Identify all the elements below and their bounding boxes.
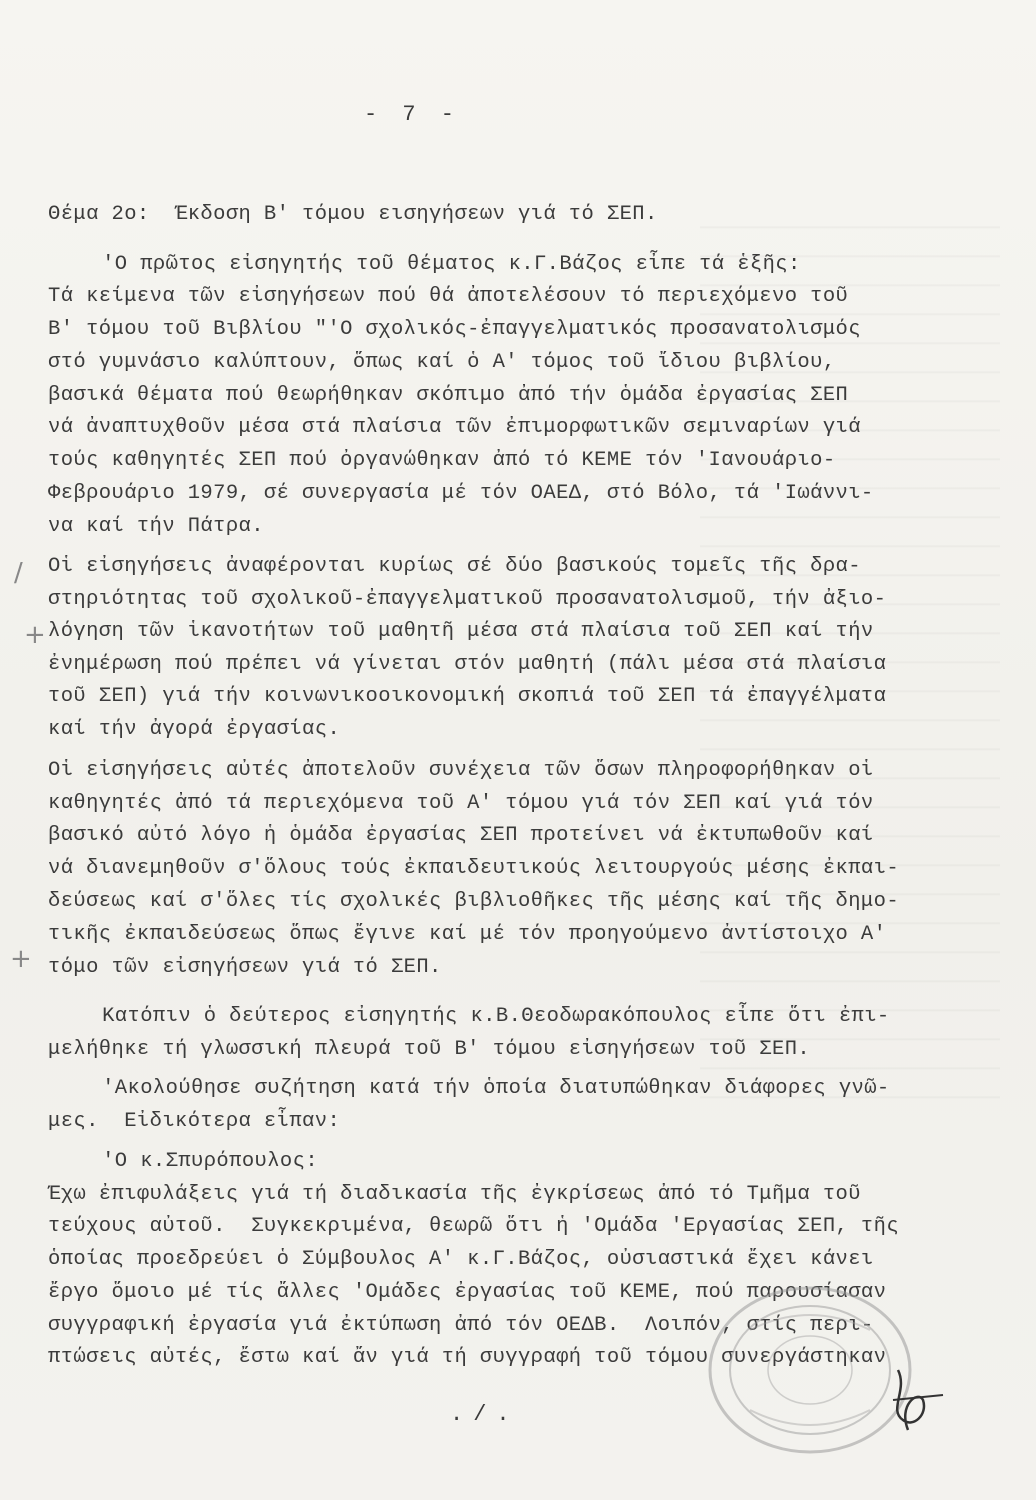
- text-line: Β' τόμου τοῦ Βιβλίου "'Ο σχολικός-ἐπαγγελματικός προσανατολισμός: [48, 318, 861, 341]
- text-line: καί τήν ἀγορά ἐργασίας.: [48, 718, 341, 741]
- handwritten-signature-icon: [868, 1360, 958, 1440]
- text-line: μελήθηκε τή γλωσσική πλευρά τοῦ Β' τόμου εἰσηγήσεων τοῦ ΣΕΠ.: [48, 1038, 811, 1061]
- text-line: στηριότητας τοῦ σχολικοῦ-ἐπαγγελματικοῦ προσανατολισμοῦ, τήν ἀξιο-: [48, 588, 887, 611]
- text-line: Οἱ εἰσηγήσεις ἀναφέρονται κυρίως σέ δύο βασικούς τομεῖς τῆς δρα-: [48, 555, 861, 578]
- text-line: τοῦ ΣΕΠ) γιά τήν κοινωνικοοικονομική σκοπιά τοῦ ΣΕΠ τά ἐπαγγέλματα: [48, 685, 887, 708]
- page-number: - 7 -: [364, 102, 461, 127]
- text-line: ἔργο ὅμοιο μέ τίς ἄλλες 'Ομάδες ἐργασίας τοῦ ΚΕΜΕ, πού παρουσίασαν: [48, 1281, 887, 1304]
- text-line: τόμο τῶν εἰσηγήσεων γιά τό ΣΕΠ.: [48, 956, 442, 979]
- margin-pencil-mark: +: [10, 944, 32, 974]
- text-line: στό γυμνάσιο καλύπτουν, ὅπως καί ὁ Α' τόμος τοῦ ἴδιου βιβλίου,: [48, 351, 836, 374]
- continuation-mark: ./.: [450, 1402, 520, 1427]
- text-line: νά ἀναπτυχθοῦν μέσα στά πλαίσια τῶν ἐπιμορφωτικῶν σεμιναρίων γιά: [48, 416, 861, 439]
- text-line: ὁποίας προεδρεύει ὁ Σύμβουλος Α' κ.Γ.Βάζος, οὐσιαστικά ἔχει κάνει: [48, 1248, 874, 1271]
- text-line: 'Ο κ.Σπυρόπουλος:: [64, 1150, 319, 1173]
- text-line: μες. Εἰδικότερα εἶπαν:: [48, 1110, 341, 1133]
- text-line: 'Ακολούθησε συζήτηση κατά τήν ὁποία διατυπώθηκαν διάφορες γνῶ-: [64, 1077, 890, 1100]
- text-line: ἐνημέρωση πού πρέπει νά γίνεται στόν μαθητή (πάλι μέσα στά πλαίσια: [48, 653, 887, 676]
- text-line: Έχω ἐπιφυλάξεις γιά τή διαδικασία τῆς ἐγκρίσεως ἀπό τό Τμῆμα τοῦ: [48, 1183, 861, 1206]
- text-line: βασικά θέματα πού θεωρήθηκαν σκόπιμο ἀπό τήν ὁμάδα ἐργασίας ΣΕΠ: [48, 384, 849, 407]
- text-line: δεύσεως καί σ'ὅλες τίς σχολικές βιβλιοθῆκες τῆς μέσης καί τῆς δημο-: [48, 890, 900, 913]
- text-line: συγγραφική ἐργασία γιά ἐκτύπωση ἀπό τόν ΟΕΔΒ. Λοιπόν, στίς περι-: [48, 1314, 874, 1337]
- text-line: να καί τήν Πάτρα.: [48, 515, 264, 538]
- text-line: 'Ο πρῶτος εἰσηγητής τοῦ θέματος κ.Γ.Βάζος εἶπε τά ἑξῆς:: [64, 253, 801, 276]
- text-line: τεύχους αὐτοῦ. Συγκεκριμένα, θεωρῶ ὅτι ἡ 'Ομάδα 'Εργασίας ΣΕΠ, τῆς: [48, 1215, 900, 1238]
- margin-pencil-mark: /: [14, 558, 23, 588]
- margin-pencil-mark: +: [24, 620, 46, 650]
- text-line: τικῆς ἐκπαιδεύσεως ὅπως ἔγινε καί μέ τόν προηγούμενο ἀντίστοιχο Α': [48, 923, 887, 946]
- text-line: νά διανεμηθοῦν σ'ὅλους τούς ἐκπαιδευτικούς λειτουργούς μέσης ἐκπαι-: [48, 857, 900, 880]
- text-line: τούς καθηγητές ΣΕΠ πού ὀργανώθηκαν ἀπό τό ΚΕΜΕ τόν 'Ιανουάριο-: [48, 449, 836, 472]
- text-line: Θέμα 2ο: Έκδοση Β' τόμου εισηγήσεων γιά τό ΣΕΠ.: [48, 203, 658, 226]
- text-line: Κατόπιν ὁ δεύτερος εἰσηγητής κ.Β.Θεοδωρακόπουλος εἶπε ὅτι ἐπι-: [64, 1005, 890, 1028]
- text-line: Φεβρουάριο 1979, σέ συνεργασία μέ τόν ΟΑΕΔ, στό Βόλο, τά 'Ιωάννι-: [48, 482, 874, 505]
- text-line: πτώσεις αὐτές, ἔστω καί ἄν γιά τή συγγραφή τοῦ τόμου συνεργάστηκαν: [48, 1346, 887, 1369]
- text-line: βασικό αὐτό λόγο ἡ ὁμάδα ἐργασίας ΣΕΠ προτείνει νά ἐκτυπωθοῦν καί: [48, 824, 874, 847]
- text-line: Οἱ εἰσηγήσεις αὐτές ἀποτελοῦν συνέχεια τῶν ὅσων πληροφορήθηκαν οἱ: [48, 759, 874, 782]
- text-line: καθηγητές ἀπό τά περιεχόμενα τοῦ Α' τόμου γιά τόν ΣΕΠ καί γιά τόν: [48, 792, 874, 815]
- text-line: λόγηση τῶν ἱκανοτήτων τοῦ μαθητῆ μέσα στά πλαίσια τοῦ ΣΕΠ καί τήν: [48, 620, 874, 643]
- text-line: Τά κείμενα τῶν εἰσηγήσεων πού θά ἀποτελέσουν τό περιεχόμενο τοῦ: [48, 285, 849, 308]
